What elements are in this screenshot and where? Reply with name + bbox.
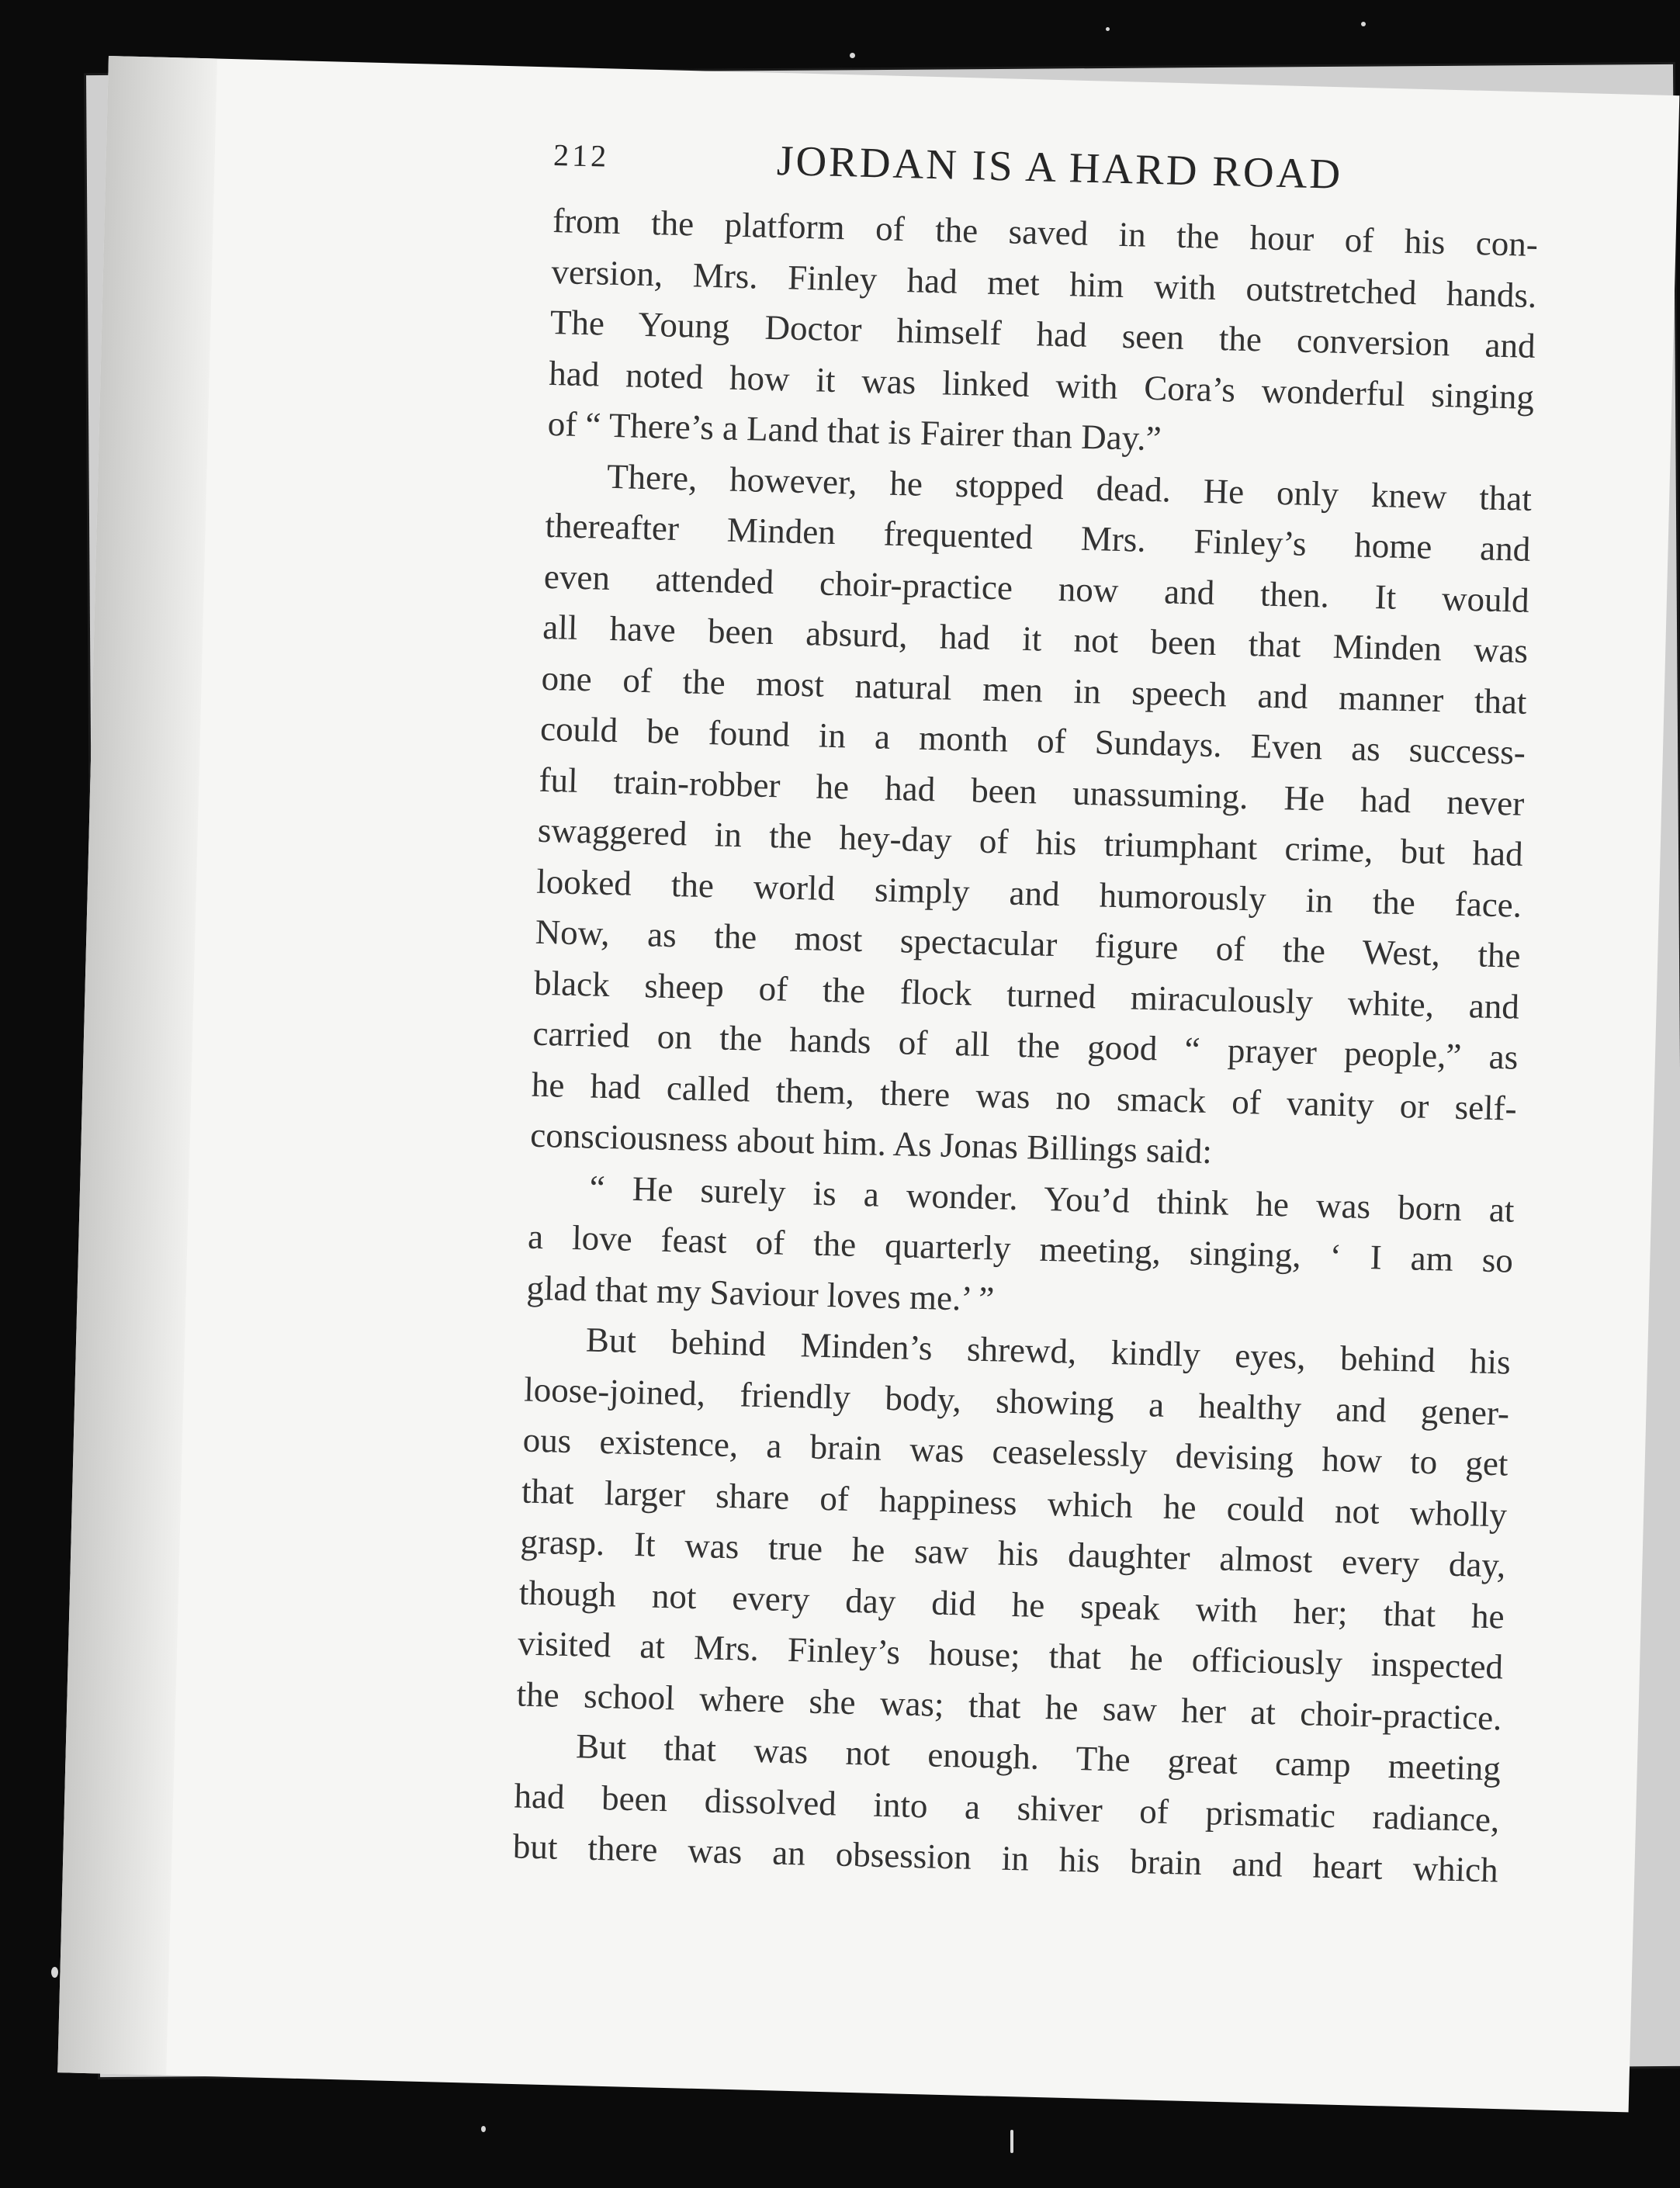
text-line: ful train-robber he had been unassuming. He had never: [539, 760, 1525, 823]
text-line: consciousness about him. As Jonas Billings said:: [529, 1115, 1213, 1172]
text-line: But that was not enough. The great camp meeting: [575, 1726, 1502, 1788]
text-line: but there was an obsession in his brain and heart which: [512, 1826, 1499, 1890]
text-line: one of the most natural men in speech and manner that: [541, 658, 1528, 722]
scan-speck: [1361, 22, 1366, 26]
scan-speck: [850, 53, 855, 58]
text-line: he had called them, there was no smack of vanity or self-: [531, 1065, 1518, 1128]
text-line: from the platform of the saved in the hour of his con-: [552, 200, 1539, 265]
text-line: visited at Mrs. Finley’s house; that he officiously inspected: [517, 1623, 1504, 1687]
page-number: 212: [552, 137, 610, 174]
scan-speck: [481, 2126, 486, 2132]
text-line: carried on the hands of all the good “ prayer people,” as: [532, 1013, 1519, 1077]
text-line: There, however, he stopped dead. He only knew that: [606, 456, 1533, 518]
text-line: loose-joined, friendly body, showing a healthy and gener-: [523, 1369, 1510, 1433]
text-line: glad that my Saviour loves me.’ ”: [526, 1268, 995, 1318]
text-line: black sheep of the flock turned miraculously white, and: [533, 963, 1520, 1026]
text-line: even attended choir-practice now and then. It would: [543, 556, 1530, 620]
text-line: that larger share of happiness which he could not wholly: [521, 1471, 1508, 1535]
text-line: all have been absurd, had it not been that Minden was: [542, 607, 1529, 670]
text-line: “ He surely is a wonder. You’d think he was born at: [589, 1168, 1515, 1230]
text-line: Now, as the most spectacular figure of the West, the: [535, 912, 1522, 975]
text-line: of “ There’s a Land that is Fairer than Day.”: [547, 403, 1162, 459]
text-line: though not every day did he speak with her; that he: [518, 1572, 1505, 1636]
text-line: ous existence, a brain was ceaselessly devising how to get: [522, 1420, 1509, 1483]
scan-speck: [1106, 27, 1110, 31]
text-line: the school where she was; that he saw her at choir-practice.: [516, 1674, 1503, 1737]
scan-speck: [51, 1967, 58, 1978]
text-line: a love feast of the quarterly meeting, singing, ‘ I am so: [527, 1217, 1514, 1280]
text-line: The Young Doctor himself had seen the conversion and: [549, 302, 1536, 365]
gutter-shadow: [57, 56, 217, 2075]
text-line: grasp. It was true he saw his daughter almost every day,: [519, 1522, 1506, 1585]
text-line: thereafter Minden frequented Mrs. Finley’s home and: [545, 505, 1531, 569]
text-line: looked the world simply and humorously in the face.: [535, 861, 1522, 925]
text-line: But behind Minden’s shrewd, kindly eyes, behind his: [585, 1320, 1512, 1382]
text-line: swaggered in the hey-day of his triumphant crime, but had: [537, 810, 1524, 874]
running-title: JORDAN IS A HARD ROAD: [776, 137, 1343, 198]
text-line: version, Mrs. Finley had met him with outstretched hands.: [551, 251, 1537, 315]
scan-speck: [1010, 2130, 1013, 2153]
text-line: had been dissolved into a shiver of prismatic radiance,: [513, 1775, 1500, 1839]
body-text: [512, 196, 1538, 1896]
text-line: had noted how it was linked with Cora’s wonderful singing: [548, 353, 1535, 417]
text-line: could be found in a month of Sundays. Even as success-: [539, 708, 1526, 772]
